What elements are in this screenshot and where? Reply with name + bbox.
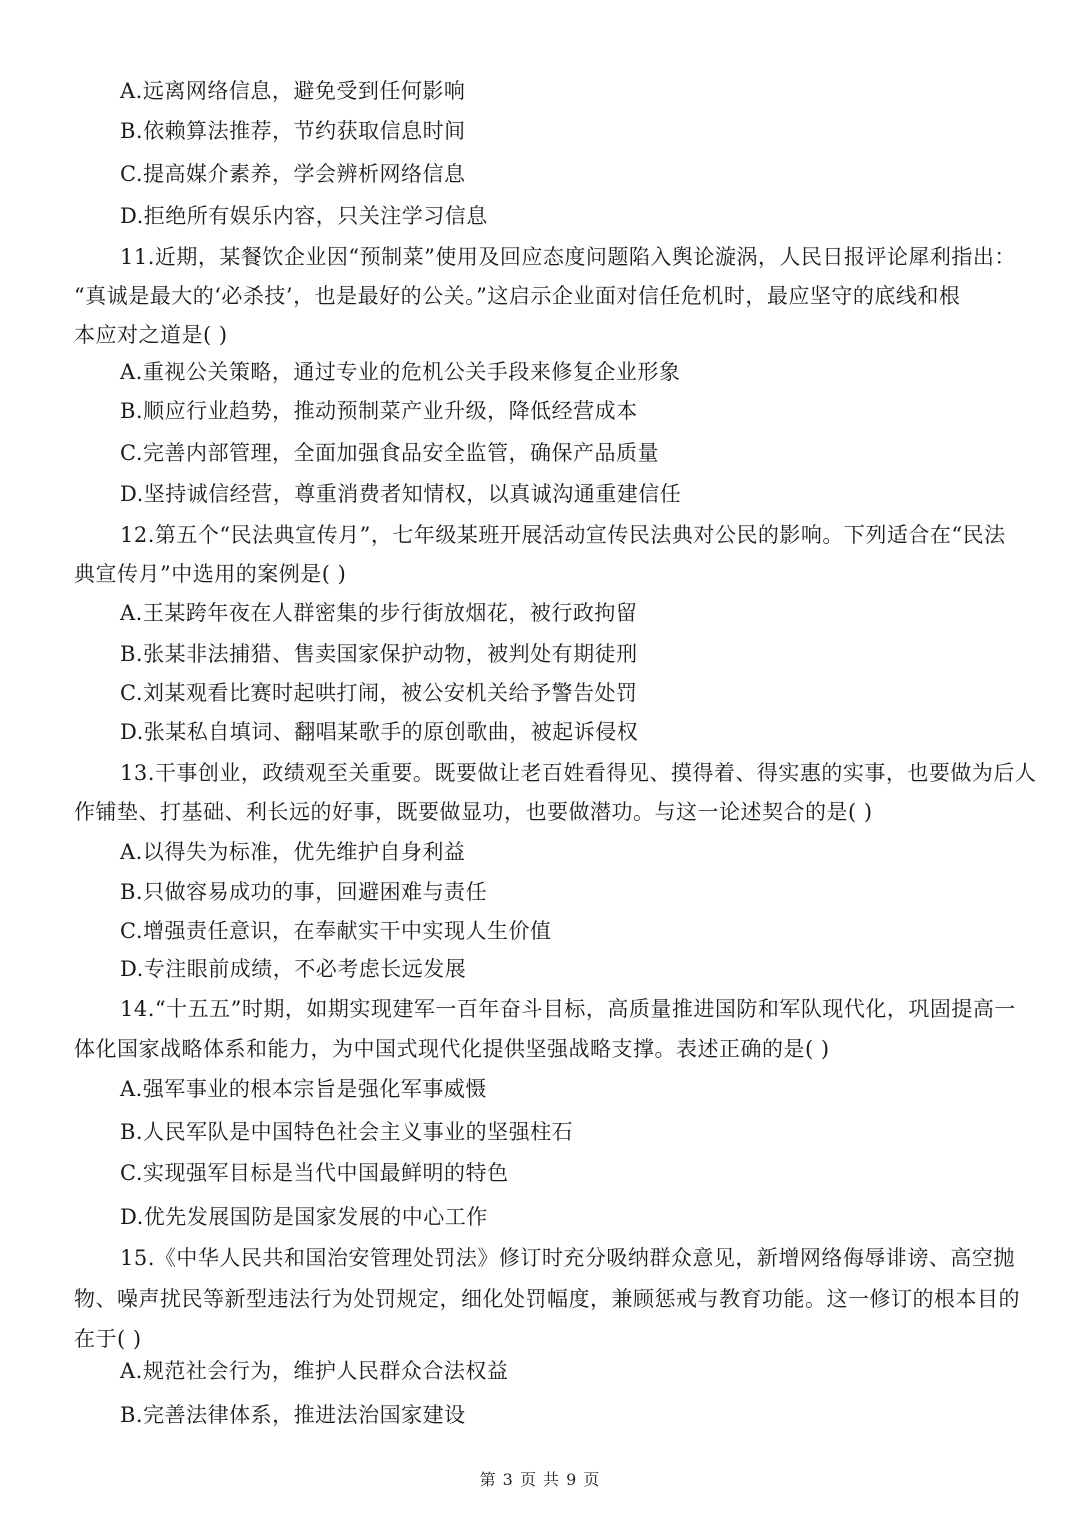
q11-stem-line-2: “真诚是最大的‘必杀技’，也是最好的公关。”这启示企业面对信任危机时，最应坚守的底线和根	[74, 284, 961, 308]
q10-option-a: A.远离网络信息，避免受到任何影响	[120, 79, 466, 103]
q15-stem-line-3: 在于( )	[74, 1327, 142, 1351]
q14-option-c: C.实现强军目标是当代中国最鲜明的特色	[120, 1161, 509, 1185]
q10-option-b: B.依赖算法推荐，节约获取信息时间	[120, 119, 466, 143]
q14-stem-line-1: 14.“十五五”时期，如期实现建军一百年奋斗目标，高质量推进国防和军队现代化，巩固提高一	[120, 997, 1016, 1021]
q14-stem-line-2: 体化国家战略体系和能力，为中国式现代化提供坚强战略支撑。表述正确的是( )	[74, 1037, 830, 1061]
q15-option-a: A.规范社会行为，维护人民群众合法权益	[120, 1359, 509, 1383]
q13-option-b: B.只做容易成功的事，回避困难与责任	[120, 880, 488, 904]
q11-option-d: D.坚持诚信经营，尊重消费者知情权，以真诚沟通重建信任	[120, 482, 682, 506]
q13-stem-line-2: 作铺垫、打基础、利长远的好事，既要做显功，也要做潜功。与这一论述契合的是( )	[74, 800, 873, 824]
q11-option-b: B.顺应行业趋势，推动预制菜产业升级，降低经营成本	[120, 399, 638, 423]
q15-stem-line-2: 物、噪声扰民等新型违法行为处罚规定，细化处罚幅度，兼顾惩戒与教育功能。这一修订的根本目的	[74, 1287, 1020, 1311]
q13-stem-line-1: 13.干事创业，政绩观至关重要。既要做让老百姓看得见、摸得着、得实惠的实事，也要做为后人	[120, 761, 1037, 785]
q11-stem-line-1: 11.近期，某餐饮企业因“预制菜”使用及回应态度问题陷入舆论漩涡，人民日报评论犀利指出：	[120, 245, 1016, 269]
q12-option-c: C.刘某观看比赛时起哄打闹，被公安机关给予警告处罚	[120, 681, 638, 705]
q14-option-a: A.强军事业的根本宗旨是强化军事威慑	[120, 1077, 487, 1101]
q10-option-c: C.提高媒介素养，学会辨析网络信息	[120, 162, 466, 186]
q12-option-d: D.张某私自填词、翻唱某歌手的原创歌曲，被起诉侵权	[120, 720, 639, 744]
q13-option-a: A.以得失为标准，优先维护自身利益	[120, 840, 466, 864]
q12-stem-line-2: 典宣传月”中选用的案例是( )	[74, 562, 347, 586]
q14-option-b: B.人民军队是中国特色社会主义事业的坚强柱石	[120, 1120, 574, 1144]
q12-option-a: A.王某跨年夜在人群密集的步行街放烟花，被行政拘留	[120, 601, 638, 625]
q11-option-a: A.重视公关策略，通过专业的危机公关手段来修复企业形象	[120, 360, 681, 384]
q15-stem-line-1: 15.《中华人民共和国治安管理处罚法》修订时充分吸纳群众意见，新增网络侮辱诽谤、高空抛	[120, 1246, 1015, 1270]
q14-option-d: D.优先发展国防是国家发展的中心工作	[120, 1205, 488, 1229]
q11-stem-line-3: 本应对之道是( )	[74, 323, 228, 347]
q12-option-b: B.张某非法捕猎、售卖国家保护动物，被判处有期徒刑	[120, 642, 638, 666]
q10-option-d: D.拒绝所有娱乐内容，只关注学习信息	[120, 204, 488, 228]
q15-option-b: B.完善法律体系，推进法治国家建设	[120, 1403, 466, 1427]
q12-stem-line-1: 12.第五个“民法典宣传月”，七年级某班开展活动宣传民法典对公民的影响。下列适合在“民法	[120, 523, 1006, 547]
q13-option-d: D.专注眼前成绩，不必考虑长远发展	[120, 957, 467, 981]
page-number: 第 3 页 共 9 页	[479, 1470, 601, 1489]
q13-option-c: C.增强责任意识，在奉献实干中实现人生价值	[120, 919, 552, 943]
q11-option-c: C.完善内部管理，全面加强食品安全监管，确保产品质量	[120, 441, 659, 465]
